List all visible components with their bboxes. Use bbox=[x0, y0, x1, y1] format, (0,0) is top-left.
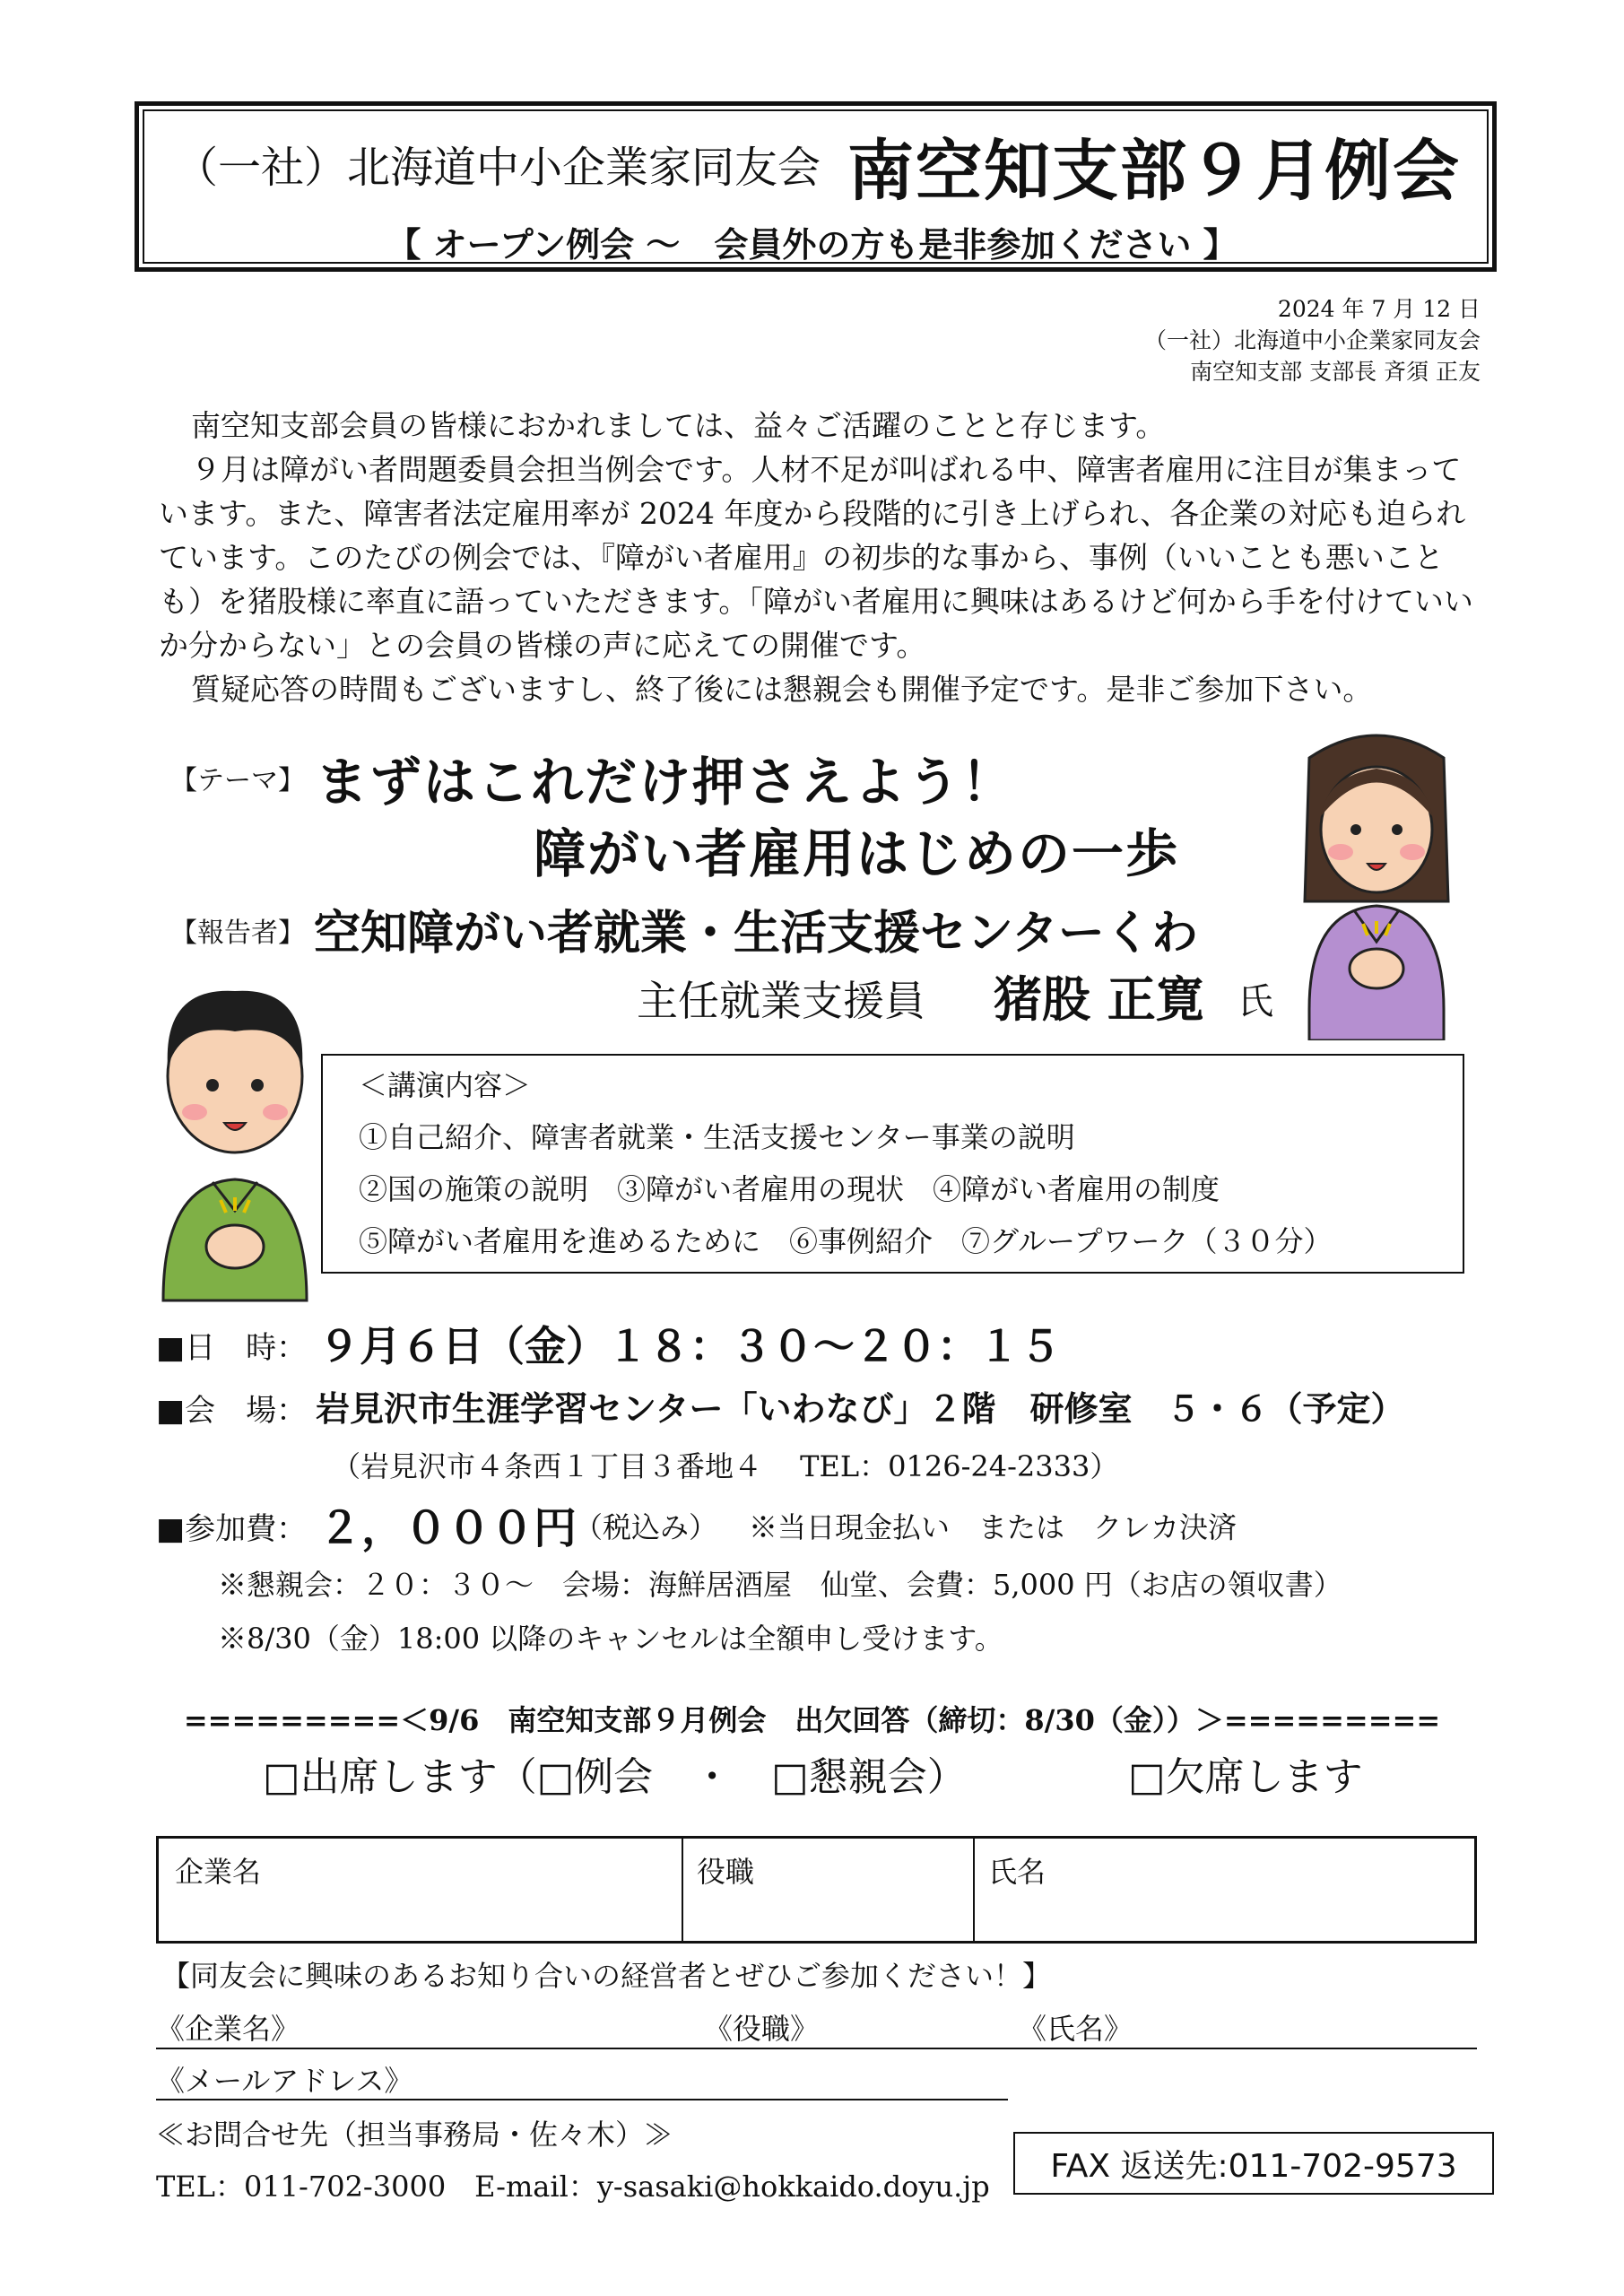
intro-paragraph-1: 南空知支部会員の皆様におかれましては、益々ご活躍のことと存じます。 bbox=[191, 408, 1166, 443]
reply-heading: =========＜9/6 南空知支部９月例会 出欠回答（締切：8/30（金））＞========= bbox=[183, 1703, 1441, 1737]
invite-name-field[interactable]: 《氏名》 bbox=[1018, 2012, 1133, 2046]
position-field-label[interactable]: 役職 bbox=[697, 1855, 755, 1889]
venue-address: （岩見沢市４条西１丁目３番地４ TEL：0126-24-2333） bbox=[332, 1449, 1119, 1483]
date-value: ９月６日（金）１８：３０〜２０：１５ bbox=[318, 1322, 1061, 1370]
reply-table bbox=[156, 1836, 1477, 1944]
fee-label: ■参加費： bbox=[156, 1511, 308, 1547]
content-line-2: ②国の施策の説明 ③障がい者雇用の現状 ④障がい者雇用の制度 bbox=[359, 1172, 1220, 1206]
reporter-tag: 【報告者】 bbox=[170, 918, 305, 949]
theme-line-2: 障がい者雇用はじめの一歩 bbox=[534, 823, 1180, 884]
theme-tag: 【テーマ】 bbox=[170, 765, 305, 796]
cancel-note: ※8/30（金）18:00 以降のキャンセルは全額申し受けます。 bbox=[218, 1622, 1003, 1656]
venue-value: 岩見沢市生涯学習センター「いわなび」２階 研修室 ５・６（予定） bbox=[316, 1389, 1405, 1429]
content-line-3: ⑤障がい者雇用を進めるために ⑥事例紹介 ⑦グループワーク（３０分） bbox=[359, 1224, 1333, 1258]
reporter-role: 主任就業支援員 bbox=[637, 977, 925, 1025]
fee-tax: （税込み） bbox=[574, 1510, 718, 1544]
date-label: ■日 時： bbox=[156, 1330, 308, 1366]
reporter-honorific: 氏 bbox=[1238, 981, 1273, 1022]
invite-company-field[interactable]: 《企業名》 bbox=[156, 2012, 300, 2046]
reporter-name: 猪股 正寛 bbox=[994, 971, 1204, 1028]
reporter-org: 空知障がい者就業・生活支援センターくわ bbox=[314, 907, 1198, 961]
content-line-1: ①自己紹介、障害者就業・生活支援センター事業の説明 bbox=[359, 1120, 1075, 1154]
absent-checkbox[interactable]: □欠席します bbox=[1128, 1754, 1363, 1800]
invite-position-field[interactable]: 《役職》 bbox=[704, 2012, 820, 2046]
venue-label: ■会 場： bbox=[156, 1393, 308, 1429]
invite-message: 【同友会に興味のあるお知り合いの経営者とぜひご参加ください！】 bbox=[161, 1959, 1052, 1993]
email-underline bbox=[156, 2099, 1008, 2100]
content-heading: ＜講演内容＞ bbox=[359, 1068, 532, 1102]
man-illustration bbox=[154, 969, 316, 1309]
issuer-org: （一社）北海道中小企業家同友会 bbox=[1143, 327, 1481, 353]
header-event-title: 南空知支部９月例会 bbox=[847, 133, 1461, 210]
fee-payment-note: ※当日現金払い または クレカ決済 bbox=[749, 1510, 1238, 1544]
name-field-label[interactable]: 氏名 bbox=[988, 1855, 1046, 1889]
company-field-label[interactable]: 企業名 bbox=[175, 1855, 262, 1889]
header-subtitle: 【 オープン例会 〜 会員外の方も是非参加ください 】 bbox=[386, 225, 1238, 265]
intro-text bbox=[159, 404, 1486, 711]
issuer-person: 南空知支部 支部長 斉須 正友 bbox=[1190, 359, 1481, 385]
attend-checkbox[interactable]: □出席します（□例会 ・ □懇親会） bbox=[263, 1754, 967, 1800]
fax-return-box: FAX 返送先:011-702-9573 bbox=[1013, 2132, 1494, 2195]
invite-email-field[interactable]: 《メールアドレス》 bbox=[156, 2064, 413, 2098]
contact-line: TEL：011-702-3000 E-mail：y-sasaki@hokkaido.doyu.jp bbox=[156, 2170, 990, 2204]
intro-paragraph-3: 質疑応答の時間もございますし、終了後には懇親会も開催予定です。是非ご参加下さい。 bbox=[191, 672, 1373, 707]
issue-date: 2024 年 7 月 12 日 bbox=[1277, 296, 1481, 322]
contact-heading: ≪お問合せ先（担当事務局・佐々木）≫ bbox=[156, 2118, 673, 2152]
fee-value: ２，０００円 bbox=[318, 1503, 578, 1553]
woman-illustration bbox=[1291, 731, 1462, 1040]
invite-underline bbox=[156, 2048, 1477, 2049]
header-org-title: （一社）北海道中小企業家同友会 bbox=[175, 143, 821, 193]
theme-line-1: まずはこれだけ押さえよう！ bbox=[316, 752, 1016, 813]
intro-paragraph-2: ９月は障がい者問題委員会担当例会です。人材不足が叫ばれる中、障害者雇用に注目が集まっています。また、障害者法定雇用率が 2024 年度から段階的に引き上げられ、各企業の対応も迫られています。このたびの例会では、『障がい者雇用』の初歩的な事から、事例（いいことも悪いことも）を猪股様に率直に語っていただきます。「障がい者雇用に興味はあるけど何から手を付けていいか分からない」との会員の皆様の声に応えての開催です。 bbox=[159, 452, 1473, 663]
party-note: ※懇親会：２０：３０〜 会場：海鮮居酒屋 仙堂、会費：5,000 円（お店の領収書） bbox=[218, 1568, 1342, 1602]
